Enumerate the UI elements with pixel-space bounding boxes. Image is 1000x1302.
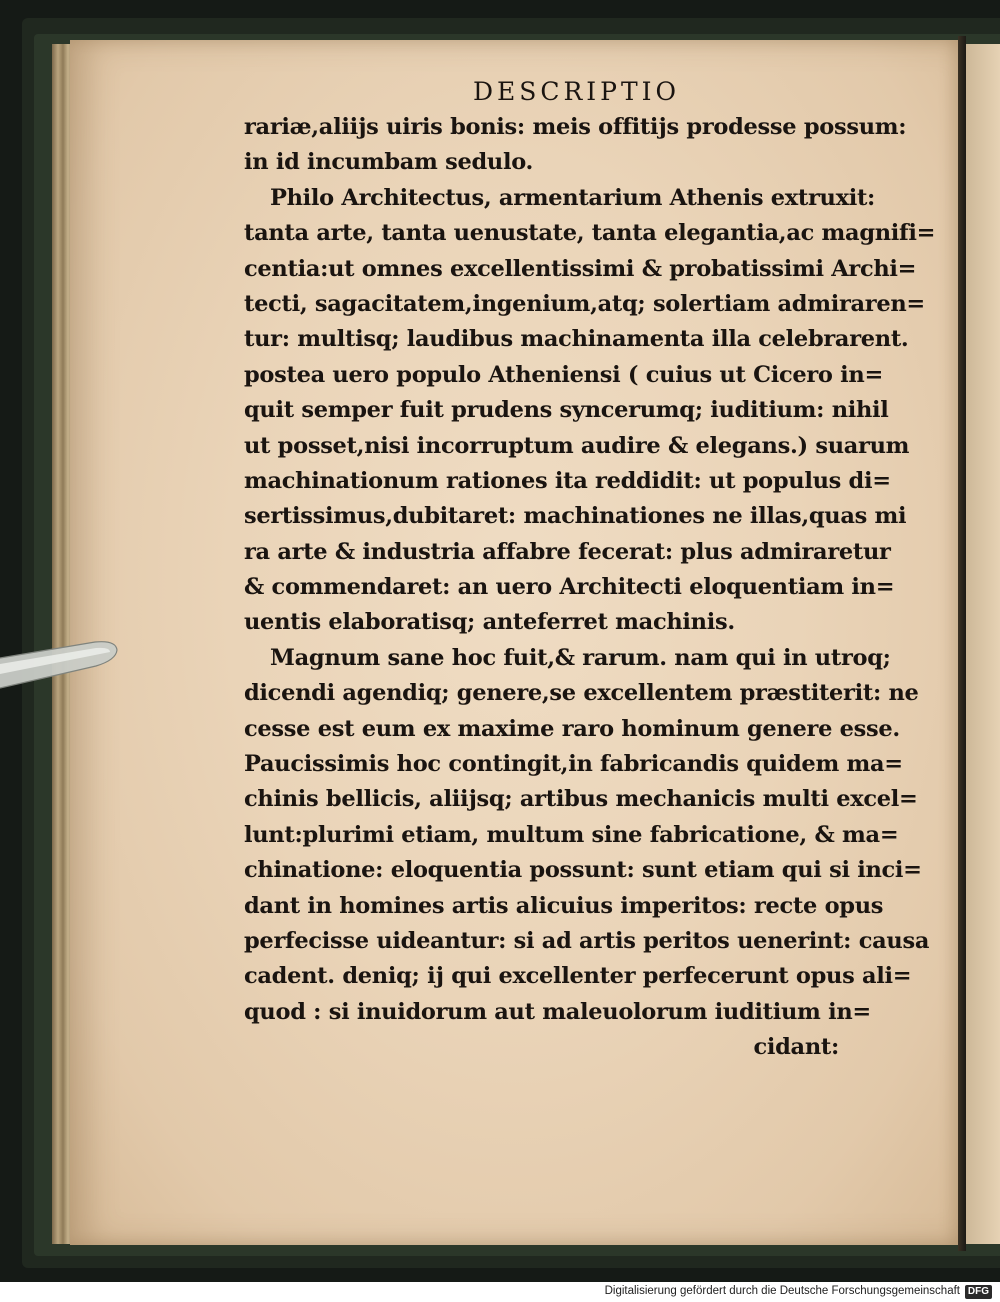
text-line: Paucissimis hoc contingit,in fabricandis quidem ma=	[244, 751, 903, 778]
running-head: DESCRIPTIO	[472, 77, 681, 106]
page-text-block	[244, 74, 936, 1066]
text-line: rariæ,aliĳs uiris bonis: meis offitĳs prodesse possum:	[244, 114, 907, 140]
text-line: sertissimus,dubitaret: machinationes ne illas,quas mi	[244, 503, 907, 530]
text-line: lunt:plurimi etiam, multum sine fabricatione, & ma=	[244, 821, 899, 848]
text-line: cidant:	[753, 1034, 839, 1061]
text-line: quit semper fuit prudens syncerumq; iuditium: nihil	[244, 397, 889, 424]
text-line: perfecisse uideantur: si ad artis peritos uenerint: causa	[244, 927, 930, 954]
text-line: tanta arte, tanta uenustate, tanta elegantia,ac magnifi=	[244, 220, 936, 247]
dfg-logo-icon: DFG	[965, 1285, 992, 1299]
text-line: cesse est eum ex maxime raro hominum genere esse.	[244, 715, 900, 742]
text-line: tur: multisq; laudibus machinamenta illa celebrarent.	[244, 326, 909, 353]
text-line: chinatione: eloquentia possunt: sunt etiam qui si inci=	[244, 857, 922, 884]
text-line: in id incumbam sedulo.	[244, 149, 534, 176]
text-line: postea uero populo Atheniensi ( cuius ut Cicero in=	[244, 361, 884, 388]
text-line: centia:ut omnes excellentissimi & probatissimi Archi=	[244, 255, 917, 282]
text-line: cadent. deniq; ĳ qui excellenter perfecerunt opus ali=	[244, 963, 912, 990]
text-line: dant in homines artis alicuius imperitos: recte opus	[244, 892, 884, 919]
text-line: ut posset,nisi incorruptum audire & elegans.) suarum	[244, 432, 910, 459]
footer-bar	[0, 1282, 1000, 1302]
text-lines	[244, 110, 936, 1066]
text-line: Philo Architectus, armentarium Athenis extruxit:	[270, 184, 876, 211]
facing-page-edge	[966, 44, 1000, 1244]
text-line: & commendaret: an uero Architecti eloquentiam in=	[244, 574, 895, 601]
page-marker-strip	[0, 640, 120, 692]
text-line: dicendi agendiq; genere,se excellentem præstiterit: ne	[244, 680, 919, 707]
text-line: machinationum rationes ita reddidit: ut populus di=	[244, 467, 891, 494]
footer-credit: Digitalisierung gefördert durch die Deutsche Forschungsgemeinschaft	[604, 1285, 960, 1297]
text-line: tecti, sagacitatem,ingenium,atq; solertiam admiraren=	[244, 290, 925, 317]
text-line: Magnum sane hoc fuit,& rarum. nam qui in utroq;	[270, 644, 891, 671]
text-line: quod : si inuidorum aut maleuolorum iuditium in=	[244, 998, 871, 1025]
book-gutter	[958, 36, 966, 1251]
text-line: chinis bellicis, aliĳsq; artibus mechanicis multi excel=	[244, 786, 918, 813]
text-line: uentis elaboratisq; anteferret machinis.	[244, 609, 735, 636]
text-line: ra arte & industria affabre fecerat: plus admiraretur	[244, 538, 891, 565]
